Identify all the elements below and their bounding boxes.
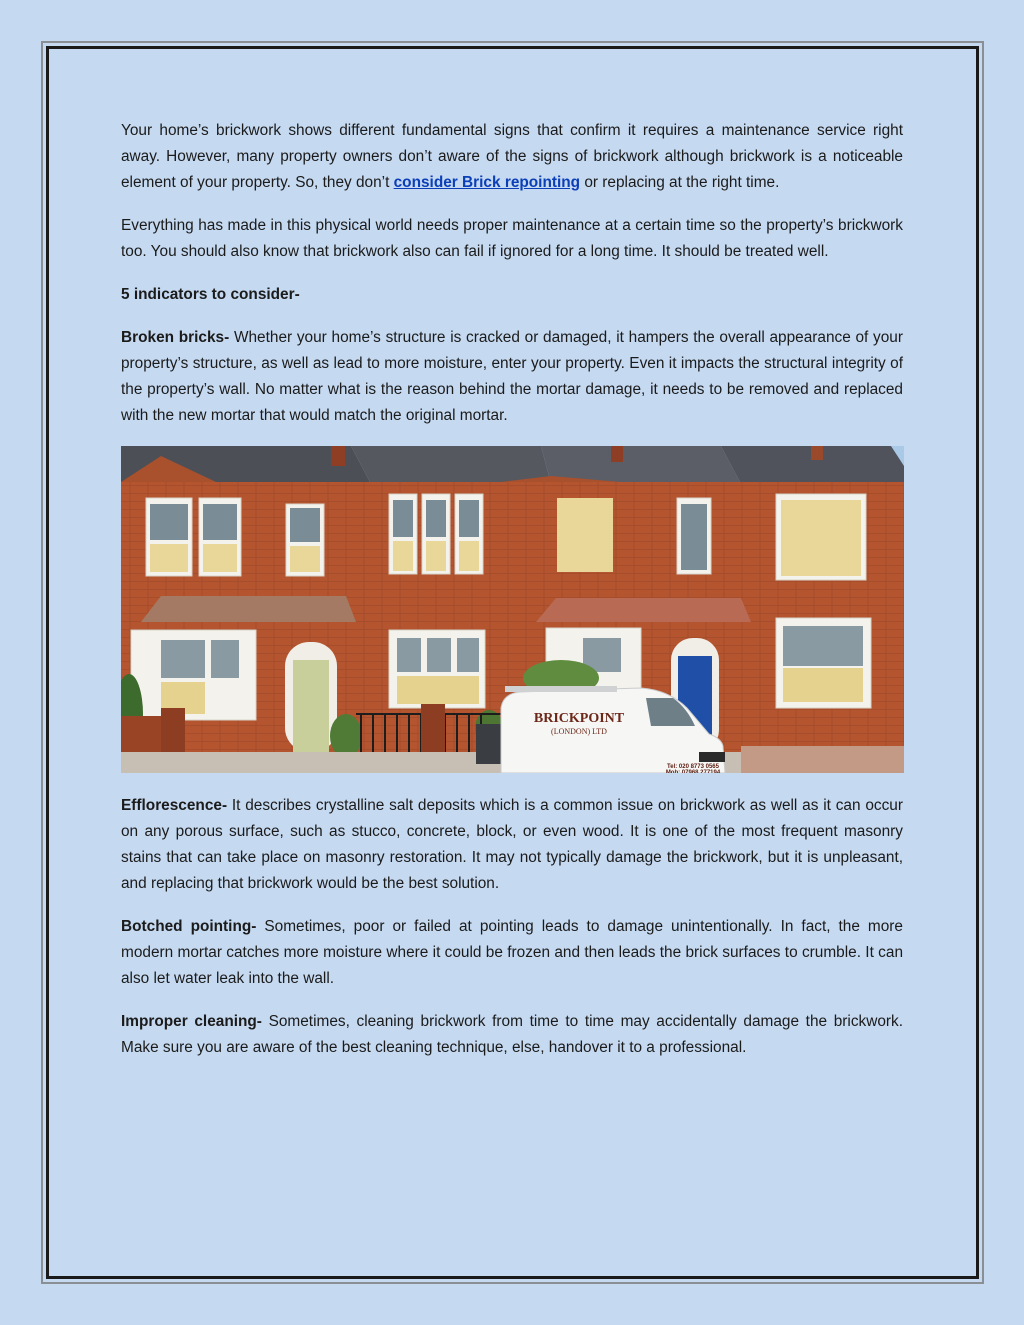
van-logo-subtext: (LONDON) LTD [551, 727, 607, 736]
indicator-botched-pointing [121, 914, 903, 992]
intro-text-end: or replacing at the right time. [580, 174, 780, 191]
terraced-houses-photo [121, 446, 904, 773]
indicator-text: It describes crystalline salt deposits which is a common issue on brickwork as well as it can occur on any porous surface, such as stucco, concrete, block, or even wood. It is one of the most frequent masonry stains that can take place on masonry restoration. It may not typically damage the brickwork, but it is unpleasant, and replacing that brickwork would be the best solution. [121, 797, 903, 892]
indicator-broken-bricks [121, 325, 903, 429]
van-logo-text: BRICKPOINT [533, 711, 625, 726]
van-phone-text: Tel: 020 8773 0565 [667, 764, 719, 770]
van-mobile-text: Mob: 07968 277194 [665, 770, 721, 773]
indicator-text: Sometimes, poor or failed at pointing leads to damage unintentionally. In fact, the more modern mortar catches more moisture where it could be frozen and then leads the brick surfaces to crumble. It can also let water leak into the wall. [121, 918, 903, 987]
maintenance-paragraph: Everything has made in this physical world needs proper maintenance at a certain time so the property’s brickwork too. You should also know that brickwork also can fail if ignored for a long time. It should be treated well. [121, 217, 903, 260]
indicator-text: Sometimes, cleaning brickwork from time to time may accidentally damage the brickwork. Make sure you are aware of the best cleaning technique, else, handover it to a professional. [121, 1013, 903, 1056]
indicator-efflorescence [121, 793, 903, 897]
indicator-text: Whether your home’s structure is cracked or damaged, it hampers the overall appearance of your property’s structure, as well as lead to more moisture, enter your property. Even it impacts the structural integrity of the property’s wall. No matter what is the reason behind the mortar damage, it needs to be removed and replaced with the new mortar that would match the original mortar. [121, 329, 903, 424]
document-body [121, 118, 903, 1078]
indicator-improper-cleaning [121, 1009, 903, 1061]
indicator-title: Efflorescence- [121, 797, 228, 814]
brick-repointing-link[interactable]: consider Brick repointing [393, 174, 581, 191]
indicator-title: Broken bricks- [121, 329, 230, 346]
section-heading: 5 indicators to consider- [121, 286, 300, 303]
terraced-houses-illustration [121, 446, 904, 773]
intro-text: Your home’s brickwork shows different fundamental signs that confirm it requires a maintenance service right away. However, many property owners don’t aware of the signs of brickwork although brickwork is a noticeable element of your property. So, they don’t [121, 122, 903, 191]
indicator-title: Botched pointing- [121, 918, 257, 935]
intro-paragraph [121, 118, 903, 196]
indicator-title: Improper cleaning- [121, 1013, 262, 1030]
